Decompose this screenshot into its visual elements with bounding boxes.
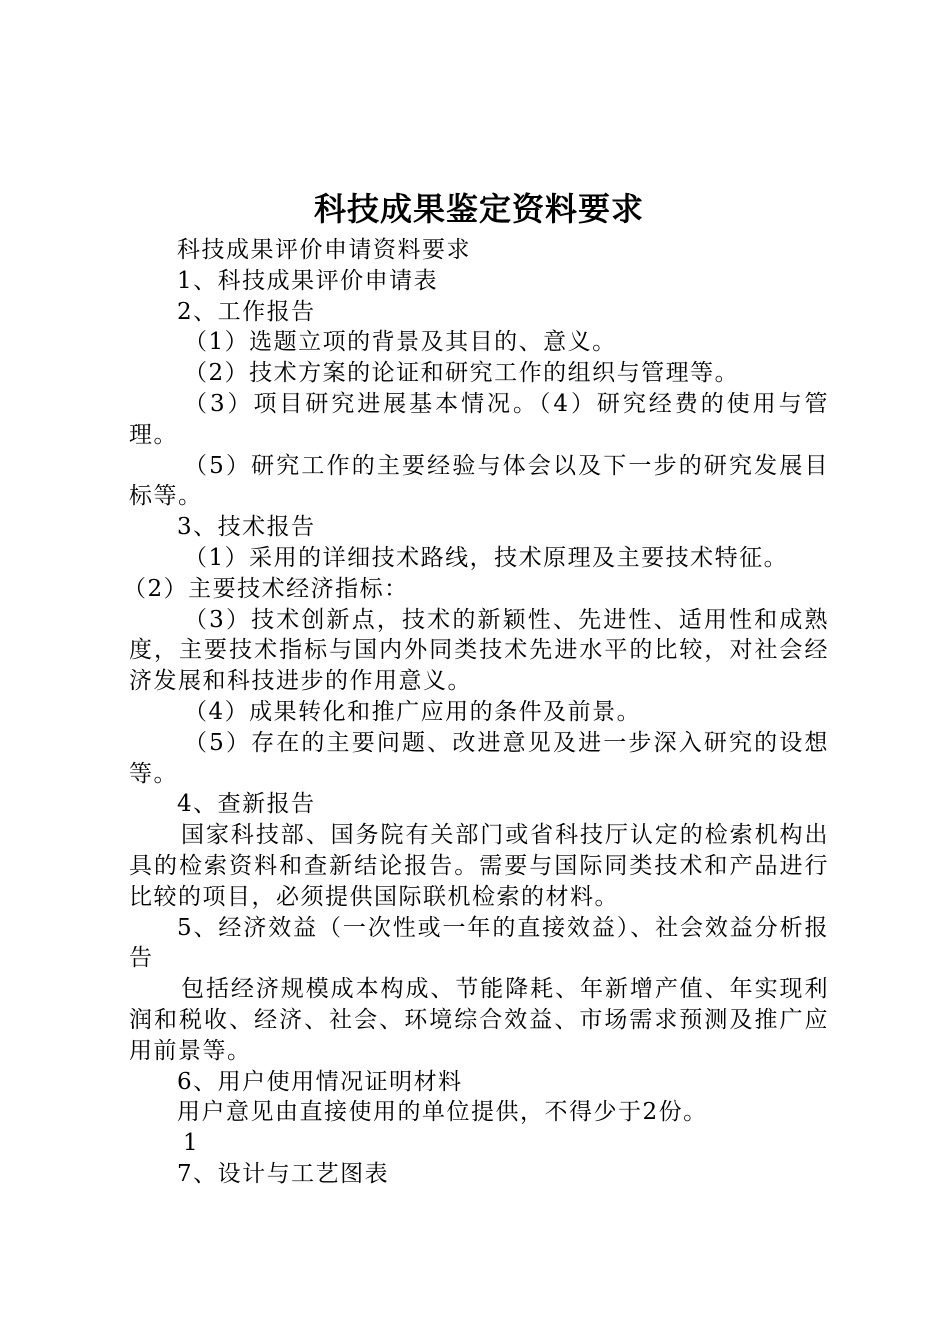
- document-page: [123, 183, 829, 1190]
- paragraph-work-report-2: （2）技术方案的论证和研究工作的组织与管理等。: [184, 360, 740, 387]
- paragraph-section-4: 4、查新报告: [177, 791, 316, 818]
- paragraph-section-1: 1、科技成果评价申请表: [177, 267, 439, 294]
- paragraph-user-feedback: 用户意见由直接使用的单位提供，不得少于2份。: [177, 1099, 708, 1126]
- paragraph-section-3: 3、技术报告: [177, 514, 316, 541]
- paragraph-intro: 科技成果评价申请资料要求: [177, 237, 471, 263]
- paragraph-work-report-1: （1）选题立项的背景及其目的、意义。: [184, 329, 617, 356]
- paragraph-tech-report-2: （2）主要技术经济指标：: [123, 575, 409, 602]
- paragraph-tech-report-4: （4）成果转化和推广应用的条件及前景。: [184, 698, 642, 725]
- paragraph-section-6: 6、用户使用情况证明材料: [177, 1068, 463, 1095]
- paragraph-work-report-5: （5）研究工作的主要经验与体会以及下一步的研究发展目标等。: [129, 452, 829, 510]
- paragraph-tech-report-5: （5）存在的主要问题、改进意见及进一步深入研究的设想等。: [129, 729, 829, 787]
- document-title: 科技成果鉴定资料要求: [313, 190, 644, 228]
- paragraph-section-7: 7、设计与工艺图表: [177, 1160, 390, 1187]
- paragraph-work-report-3-4: （3）项目研究进展基本情况。（4）研究经费的使用与管理。: [129, 390, 829, 448]
- paragraph-tech-report-1: （1）采用的详细技术路线，技术原理及主要技术特征。: [184, 544, 789, 571]
- page-number: 1: [183, 1130, 200, 1157]
- paragraph-benefit-analysis: 包括经济规模成本构成、节能降耗、年新增产值、年实现利润和税收、经济、社会、环境综合效益、市场需求预测及推广应用前景等。: [129, 976, 829, 1064]
- paragraph-section-5: 5、经济效益（一次性或一年的直接效益）、社会效益分析报告: [129, 914, 829, 972]
- paragraph-novelty-search: 国家科技部、国务院有关部门或省科技厅认定的检索机构出具的检索资料和查新结论报告。需要与国际同类技术和产品进行比较的项目，必须提供国际联机检索的材料。: [129, 822, 829, 910]
- paragraph-section-2: 2、工作报告: [177, 298, 316, 325]
- paragraph-tech-report-3: （3）技术创新点，技术的新颖性、先进性、适用性和成熟度，主要技术指标与国内外同类技术先进水平的比较，对社会经济发展和科技进步的作用意义。: [129, 606, 829, 695]
